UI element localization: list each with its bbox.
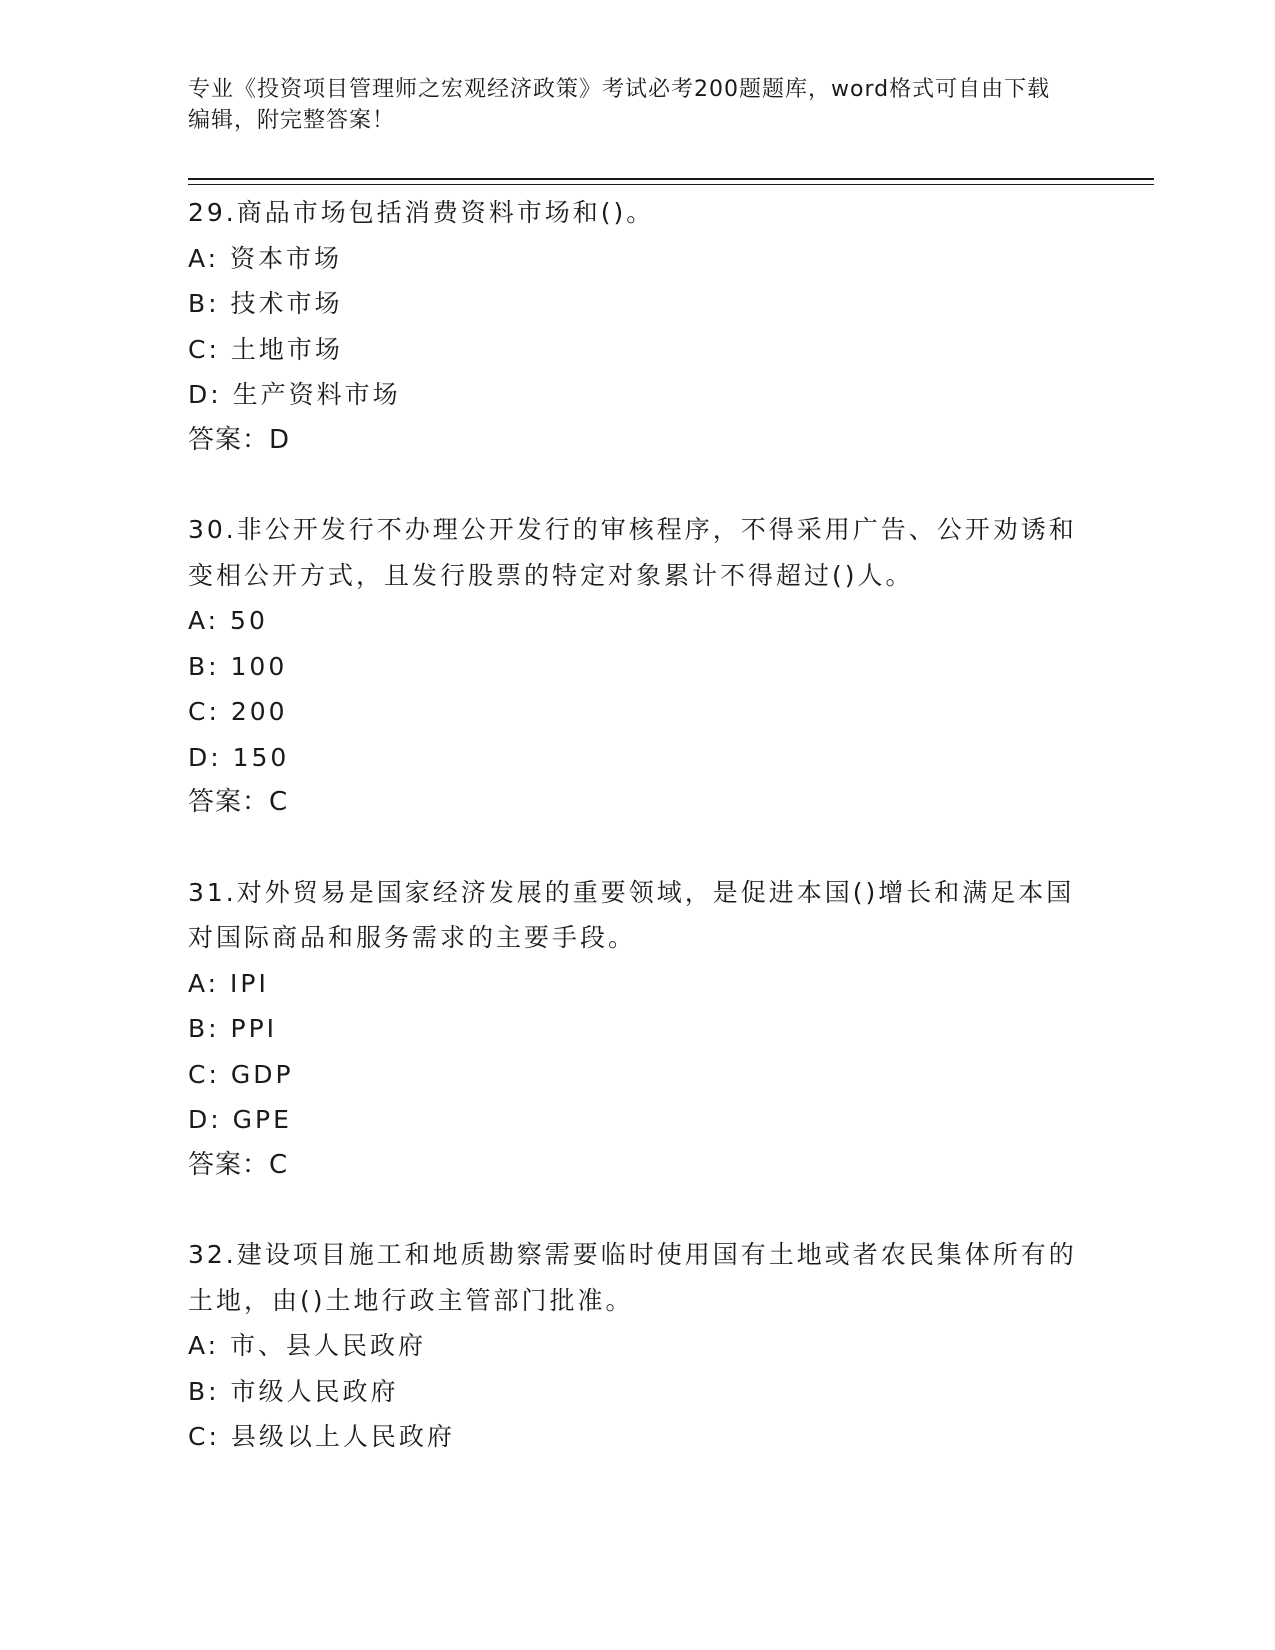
option-a: A: 资本市场 [188,243,343,273]
question-31 [188,870,1088,1189]
option-b: B: 市级人民政府 [188,1376,399,1406]
option-d: D: 150 [188,742,290,772]
question-list [188,190,1088,1504]
option-b: B: 技术市场 [188,289,343,318]
question-stem: 31.对外贸易是国家经济发展的重要领域，是促进本国()增长和满足本国对国际商品和服务需求的主要手段。 [188,877,1075,952]
option-a: A: IPI [188,968,269,998]
option-a: A: 50 [188,606,268,635]
option-c: C: 县级以上人民政府 [188,1422,455,1451]
question-stem: 29.商品市场包括消费资料市场和()。 [188,198,655,227]
option-d: D: 生产资料市场 [188,380,401,409]
answer-line: 答案：C [188,1149,289,1180]
question-30 [188,507,1088,826]
option-b: B: 100 [188,651,288,681]
document-header: 专业《投资项目管理师之宏观经济政策》考试必考200题题库，word格式可自由下载编辑，附完整答案！ [188,77,1051,133]
option-c: C: 200 [188,697,288,726]
question-stem: 30.非公开发行不办理公开发行的审核程序，不得采用广告、公开劝诱和变相公开方式，且发行股票的特定对象累计不得超过()人。 [188,515,1077,590]
header-rule-thick [188,178,1154,180]
question-32 [188,1232,1088,1460]
question-29 [188,190,1088,463]
answer-line: 答案：C [188,787,289,817]
option-b: B: PPI [188,1014,278,1043]
answer-line: 答案：D [188,424,291,455]
question-stem: 32.建设项目施工和地质勘察需要临时使用国有土地或者农民集体所有的土地，由()土地行政主管部门批准。 [188,1240,1077,1315]
header-rule-thin [188,184,1154,185]
option-d: D: GPE [188,1105,292,1134]
option-a: A: 市、县人民政府 [188,1331,427,1360]
option-c: C: 土地市场 [188,334,343,364]
option-c: C: GDP [188,1059,294,1089]
